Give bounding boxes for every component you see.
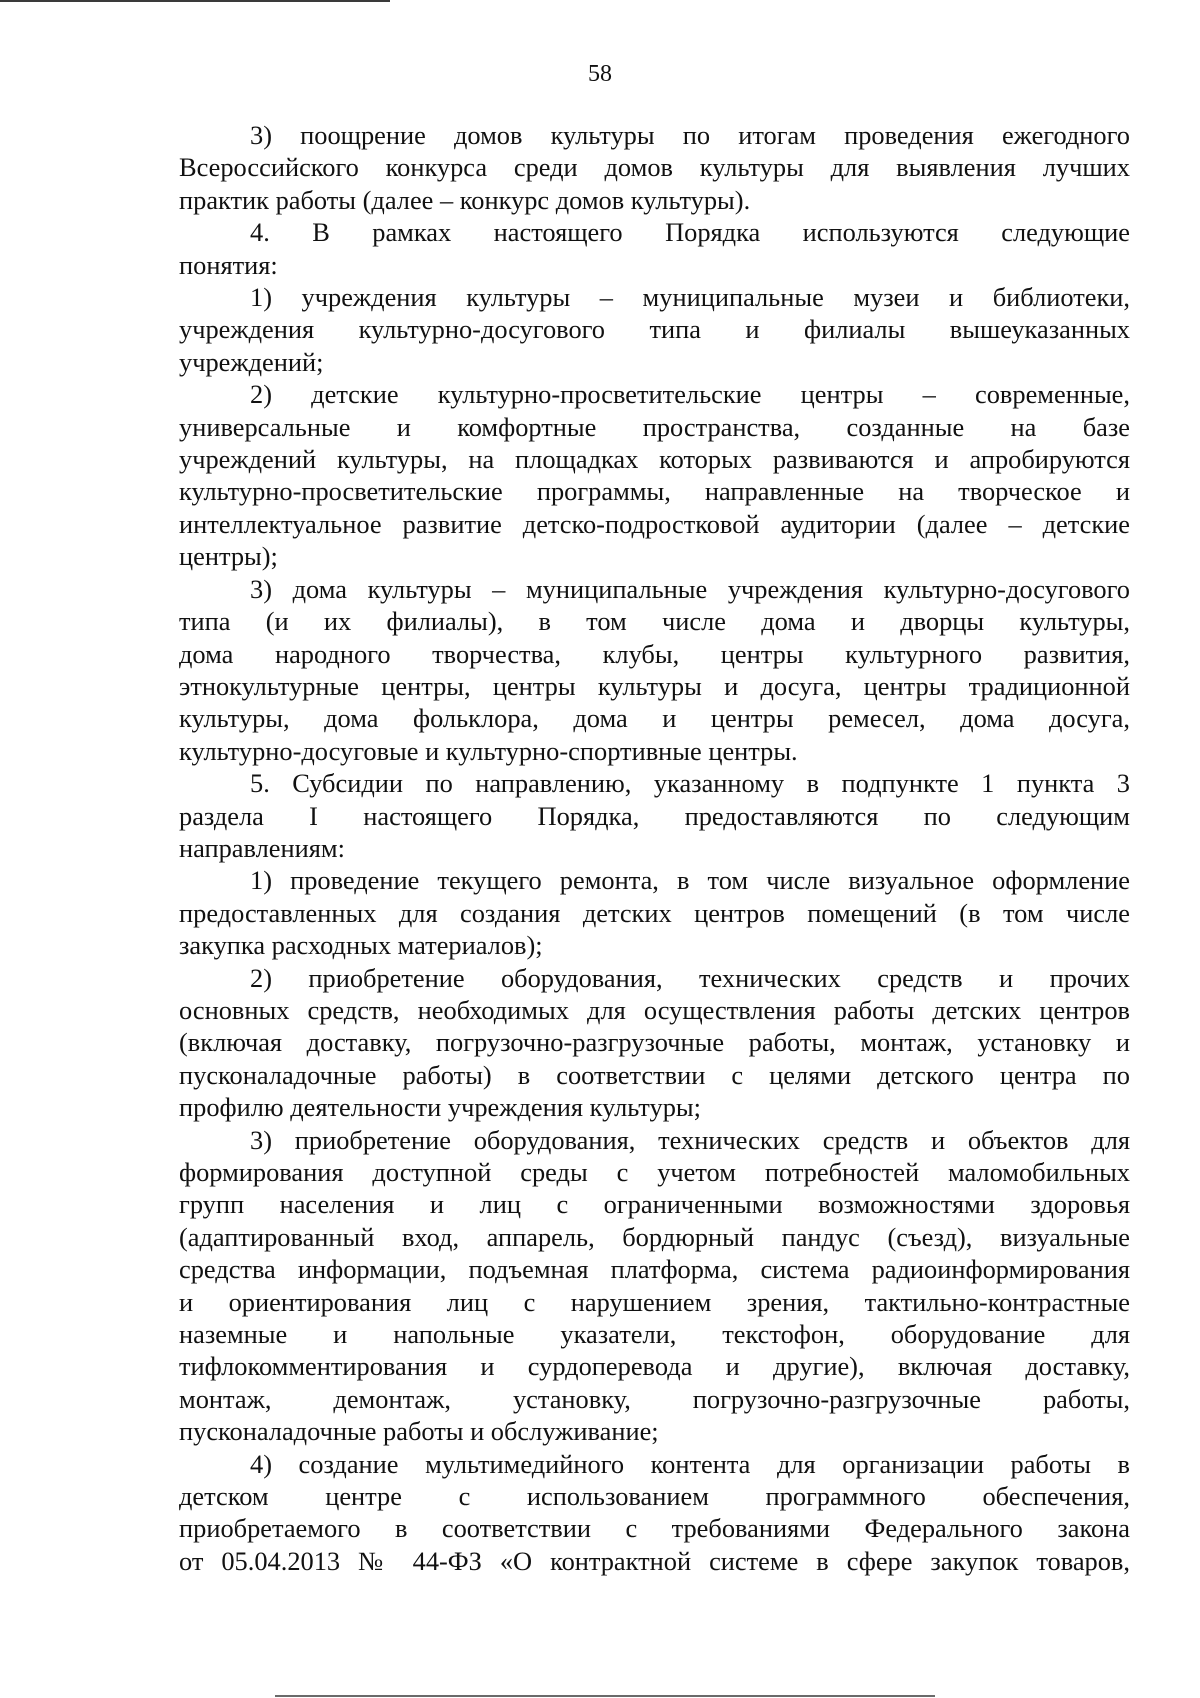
text-line: средства информации, подъемная платформа, система радиоинформирования [179, 1254, 1130, 1285]
text-line: Всероссийского конкурса среди домов культуры для выявления лучших [179, 152, 1130, 183]
text-line: интеллектуальное развитие детско-подростковой аудитории (далее – детские [179, 508, 1130, 539]
text-line: групп населения и лиц с ограниченными возможностями здоровья [179, 1189, 1130, 1220]
text-line: практик работы (далее – конкурс домов культуры). [179, 184, 751, 215]
text-line: типа (и их филиалы), в том числе дома и дворцы культуры, [179, 606, 1130, 637]
text-line: учреждения культурно-досугового типа и филиалы вышеуказанных [179, 314, 1130, 345]
text-line: тифлокомментирования и сурдоперевода и другие), включая доставку, [179, 1351, 1130, 1382]
paragraph [179, 864, 1130, 961]
text-line: наземные и напольные указатели, текстофон, оборудование для [179, 1319, 1130, 1350]
text-line: (включая доставку, погрузочно-разгрузочные работы, монтаж, установку и [179, 1027, 1130, 1058]
text-line: раздела I настоящего Порядка, предоставляются по следующим [179, 800, 1130, 831]
paragraph [179, 1448, 1130, 1578]
text-line: учреждений; [179, 346, 324, 377]
text-line: 5. Субсидии по направлению, указанному в подпункте 1 пункта 3 [250, 768, 1130, 799]
paragraph [179, 281, 1130, 378]
paragraph [179, 216, 1130, 281]
text-line: профилю деятельности учреждения культуры; [179, 1092, 701, 1123]
text-line: приобретаемого в соответствии с требованиями Федерального закона [179, 1513, 1130, 1544]
text-line: культуры, дома фольклора, дома и центры ремесел, дома досуга, [179, 703, 1130, 734]
text-line: понятия: [179, 249, 278, 280]
scan-edge-bottom [275, 1695, 935, 1697]
text-line: универсальные и комфортные пространства, созданные на базе [179, 411, 1130, 442]
text-line: 4. В рамках настоящего Порядка используются следующие [250, 217, 1130, 248]
paragraph [179, 573, 1130, 767]
text-line: предоставленных для создания детских центров помещений (в том числе [179, 897, 1130, 928]
document-body [179, 119, 1130, 1577]
text-line: учреждений культуры, на площадках которых развиваются и апробируются [179, 444, 1130, 475]
text-line: культурно-досуговые и культурно-спортивные центры. [179, 735, 798, 766]
paragraph [179, 1124, 1130, 1448]
text-line: (адаптированный вход, аппарель, бордюрный пандус (съезд), визуальные [179, 1221, 1130, 1252]
text-line: детском центре с использованием программного обеспечения, [179, 1481, 1130, 1512]
text-line: закупка расходных материалов); [179, 930, 543, 961]
paragraph [179, 767, 1130, 864]
text-line: направлениям: [179, 832, 345, 863]
text-line: 2) детские культурно-просветительские центры – современные, [250, 379, 1130, 410]
paragraph [179, 119, 1130, 216]
text-line: 3) поощрение домов культуры по итогам проведения ежегодного [250, 120, 1130, 150]
text-line: и ориентирования лиц с нарушением зрения, тактильно-контрастные [179, 1286, 1130, 1317]
text-line: формирования доступной среды с учетом потребностей маломобильных [179, 1157, 1130, 1187]
text-line: культурно-просветительские программы, направленные на творческое и [179, 476, 1130, 507]
text-line: монтаж, демонтаж, установку, погрузочно-разгрузочные работы, [179, 1383, 1130, 1414]
text-line: 2) приобретение оборудования, технических средств и прочих [250, 962, 1130, 993]
paragraph [179, 962, 1130, 1124]
text-line: 1) учреждения культуры – муниципальные музеи и библиотеки, [250, 282, 1130, 313]
text-line: основных средств, необходимых для осуществления работы детских центров [179, 994, 1130, 1025]
paragraph [179, 378, 1130, 572]
text-line: 3) дома культуры – муниципальные учреждения культурно-досугового [250, 573, 1130, 604]
text-line: от 05.04.2013 № 44-ФЗ «О контрактной системе в сфере закупок товаров, [179, 1545, 1130, 1576]
text-line: пусконаладочные работы и обслуживание; [179, 1416, 659, 1447]
page-number: 58 [588, 61, 612, 87]
scan-edge-top [0, 0, 390, 2]
text-line: дома народного творчества, клубы, центры культурного развития, [179, 638, 1130, 669]
text-line: 3) приобретение оборудования, технических средств и объектов для [250, 1124, 1130, 1155]
text-line: 1) проведение текущего ремонта, в том числе визуальное оформление [250, 865, 1130, 896]
text-line: этнокультурные центры, центры культуры и досуга, центры традиционной [179, 670, 1130, 701]
text-line: 4) создание мультимедийного контента для организации работы в [250, 1448, 1130, 1479]
text-line: пусконаладочные работы) в соответствии с целями детского центра по [179, 1059, 1130, 1090]
text-line: центры); [179, 541, 278, 572]
